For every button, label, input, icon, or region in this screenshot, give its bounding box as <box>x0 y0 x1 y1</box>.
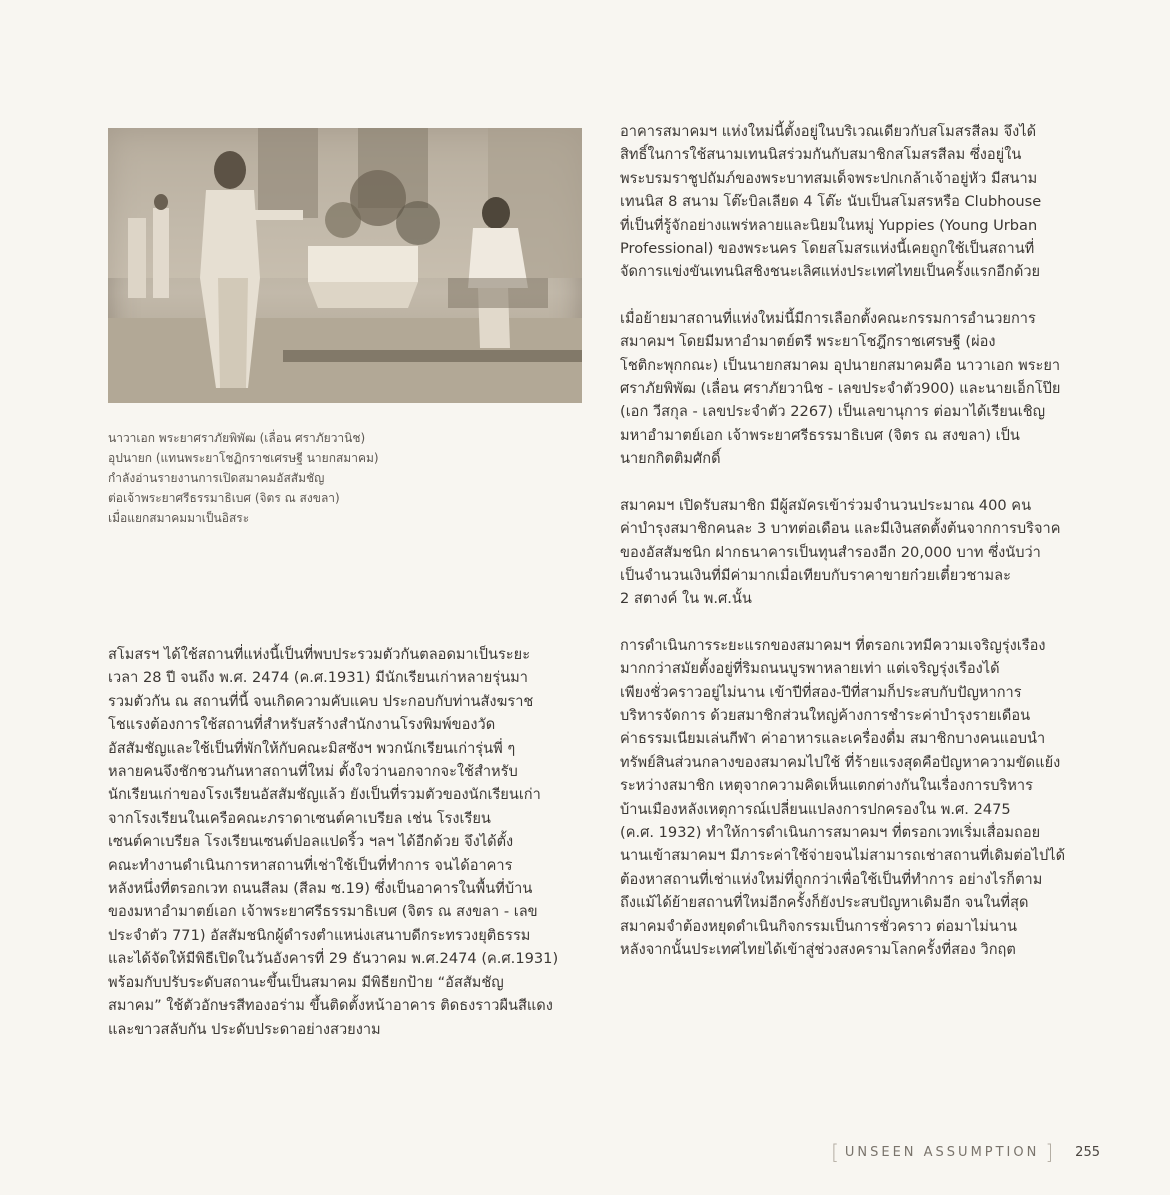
text-line: Professional) ของพระนคร โดยสโมสรแห่งนี้เคยถูกใช้เป็นสถานที่ <box>620 240 1035 258</box>
caption-line: นาวาเอก พระยาศราภัยพิพัฒ (เลื่อน ศราภัยวานิช) <box>108 431 366 445</box>
left-column-text <box>108 643 586 1041</box>
caption-line: กำลังอ่านรายงานการเปิดสมาคมอัสสัมชัญ <box>108 471 325 485</box>
paragraph-4 <box>620 634 1098 962</box>
text-line: เทนนิส 8 สนาม โต๊ะบิลเลียด 4 โต๊ะ นับเป็นสโมสรหรือ Clubhouse <box>620 193 1042 211</box>
right-column-text <box>620 120 1098 984</box>
paragraph-2 <box>620 307 1098 471</box>
text-line: มากกว่าสมัยตั้งอยู่ที่ริมถนนบูรพาหลายเท่า แต่เจริญรุ่งเรืองได้ <box>620 660 1000 678</box>
text-line: ที่เป็นที่รู้จักอย่างแพร่หลายและนิยมในหมู่ Yuppies (Young Urban <box>620 216 1038 234</box>
text-line: ค่าธรรมเนียมเล่นกีฬา ค่าอาหารและเครื่องดื่ม สมาชิกบางคนแอบนำ <box>620 730 1046 748</box>
text-line: สมาคมฯ โดยมีมหาอำมาตย์ตรี พระยาโชฎึกราชเศรษฐี (ผ่อง <box>620 333 996 351</box>
page-number: 255 <box>1075 1144 1100 1160</box>
caption-line: อุปนายก (แทนพระยาโชฏิกราชเศรษฐี นายกสมาคม) <box>108 451 379 465</box>
text-line: พร้อมกับปรับระดับสถานะขึ้นเป็นสมาคม มีพิธียกป้าย “อัสสัมชัญ <box>108 973 504 991</box>
text-line: โชแรงต้องการใช้สถานที่สำหรับสร้างสำนักงานโรงพิมพ์ของวัด <box>108 716 496 734</box>
text-line: การดำเนินการระยะแรกของสมาคมฯ ที่ตรอกเวทมีความเจริญรุ่งเรือง <box>620 636 1046 654</box>
text-line: ประจำตัว 771) อัสสัมชนิกผู้ดำรงตำแหน่งเสนาบดีกระทรวงยุติธรรม <box>108 926 531 944</box>
text-line: พระบรมราชูปถัมภ์ของพระบาทสมเด็จพระปกเกล้าเจ้าอยู่หัว มีสนาม <box>620 169 1038 187</box>
text-line: โชติกะพุกกณะ) เป็นนายกสมาคม อุปนายกสมาคมคือ นาวาเอก พระยา <box>620 356 1061 374</box>
text-line: ค่าบำรุงสมาชิกคนละ 3 บาทต่อเดือน และมีเงินสดตั้งต้นจากการบริจาค <box>620 520 1061 538</box>
text-line: และได้จัดให้มีพิธีเปิดในวันอังคารที่ 29 ธันวาคม พ.ศ.2474 (ค.ศ.1931) <box>108 950 559 968</box>
text-line: เมื่อย้ายมาสถานที่แห่งใหม่นี้มีการเลือกตั้งคณะกรรมการอำนวยการ <box>620 309 1036 327</box>
text-line: และขาวสลับกัน ประดับประดาอย่างสวยงาม <box>108 1020 381 1038</box>
text-line: คณะทำงานดำเนินการหาสถานที่เช่าใช้เป็นที่ทำการ จนได้อาคาร <box>108 856 513 874</box>
text-line: อาคารสมาคมฯ แห่งใหม่นี้ตั้งอยู่ในบริเวณเดียวกับสโมสรสีลม จึงได้ <box>620 123 1037 140</box>
text-line: (ค.ศ. 1932) ทำให้การดำเนินการสมาคมฯ ที่ตรอกเวทเริ่มเสื่อมถอย <box>620 823 1041 841</box>
text-line: มหาอำมาตย์เอก เจ้าพระยาศรีธรรมาธิเบศ (จิตร ณ สงขลา) เป็น <box>620 426 1020 444</box>
text-line: เซนต์คาเบรียล โรงเรียนเซนต์ปอลแปดริ้ว ฯลฯ ได้อีกด้วย จึงได้ตั้ง <box>108 833 514 851</box>
text-line: ระหว่างสมาชิก เหตุจากความคิดเห็นแตกต่างกันในเรื่องการบริหาร <box>620 777 1033 795</box>
text-line: ศราภัยพิพัฒ (เลื่อน ศราภัยวานิช - เลขประจำตัว900) และนายเอ็กโป๊ย <box>620 380 1061 398</box>
historical-photo <box>108 128 582 403</box>
text-line: (เอก วีสกุล - เลขประจำตัว 2267) เป็นเลขานุการ ต่อมาได้เรียนเชิญ <box>620 403 1046 421</box>
text-line: สมาคมจำต้องหยุดดำเนินกิจกรรมเป็นการชั่วคราว ต่อมาไม่นาน <box>620 917 1017 935</box>
series-title: UNSEEN ASSUMPTION <box>844 1144 1040 1160</box>
text-line: สโมสรฯ ได้ใช้สถานที่แห่งนี้เป็นที่พบประรวมตัวกันตลอดมาเป็นระยะ <box>108 646 531 663</box>
text-line: ของอัสสัมชนิก ฝากธนาคารเป็นทุนสำรองอีก 20,000 บาท ซึ่งนับว่า <box>620 543 1041 561</box>
paragraph-3 <box>620 494 1098 611</box>
text-line: นานเข้าสมาคมฯ มีภาระค่าใช้จ่ายจนไม่สามารถเช่าสถานที่เดิมต่อไปได้ <box>620 847 1066 865</box>
text-line: นายกกิตติมศักดิ์ <box>620 450 721 468</box>
text-line: เวลา 28 ปี จนถึง พ.ศ. 2474 (ค.ศ.1931) มีนักเรียนเก่าหลายรุ่นมา <box>108 669 528 687</box>
text-line: จากโรงเรียนในเครือคณะภราดาเซนต์คาเบรียล เช่น โรงเรียน <box>108 809 491 827</box>
text-line: นักเรียนเก่าของโรงเรียนอัสสัมชัญแล้ว ยังเป็นที่รวมตัวของนักเรียนเก่า <box>108 786 541 804</box>
text-line: เพียงชั่วคราวอยู่ไม่นาน เข้าปีที่สอง-ปีที่สามก็ประสบกับปัญหาการ <box>620 683 1022 701</box>
text-line: รวมตัวกัน ณ สถานที่นี้ จนเกิดความคับแคบ ประกอบกับท่านสังฆราช <box>108 692 534 710</box>
text-line: ถึงแม้ได้ย้ายสถานที่ใหม่อีกครั้งก็ยังประสบปัญหาเดิมอีก จนในที่สุด <box>620 894 1029 912</box>
photo-caption <box>108 428 578 528</box>
text-line: บ้านเมืองหลังเหตุการณ์เปลี่ยนแปลงการปกครองใน พ.ศ. 2475 <box>620 800 1011 818</box>
caption-line: เมื่อแยกสมาคมมาเป็นอิสระ <box>108 511 250 525</box>
text-line: หลายคนจึงชักชวนกันหาสถานที่ใหม่ ตั้งใจว่านอกจากจะใช้สำหรับ <box>108 763 518 781</box>
text-line: อัสสัมชัญและใช้เป็นที่พักให้กับคณะมิสซังฯ พวกนักเรียนเก่ารุ่นพี่ ๆ <box>108 739 516 757</box>
text-line: หลังหนึ่งที่ตรอกเวท ถนนสีลม (สีลม ซ.19) ซึ่งเป็นอาคารในพื้นที่บ้าน <box>108 880 533 898</box>
text-line: บริหารจัดการ ด้วยสมาชิกส่วนใหญ่ค้างการชำระค่าบำรุงรายเดือน <box>620 706 1031 724</box>
footer-bracket-open: [ <box>831 1140 839 1164</box>
text-line: สมาคม” ใช้ตัวอักษรสีทองอร่าม ขึ้นติดตั้งหน้าอาคาร ติดธงราวผืนสีแดง <box>108 997 553 1015</box>
text-line: เป็นจำนวนเงินที่มีค่ามากเมื่อเทียบกับราคาขายก๋วยเตี๋ยวชามละ <box>620 566 1011 584</box>
text-line: จัดการแข่งขันเทนนิสชิงชนะเลิศแห่งประเทศไทยเป็นครั้งแรกอีกด้วย <box>620 263 1041 281</box>
text-line: สิทธิ์ในการใช้สนามเทนนิสร่วมกันกับสมาชิกสโมสรสีลม ซึ่งอยู่ใน <box>620 146 1022 164</box>
text-line: ของมหาอำมาตย์เอก เจ้าพระยาศรีธรรมาธิเบศ (จิตร ณ สงขลา - เลข <box>108 903 538 921</box>
text-line: หลังจากนั้นประเทศไทยได้เข้าสู่ช่วงสงครามโลกครั้งที่สอง วิกฤต <box>620 941 1016 958</box>
caption-line: ต่อเจ้าพระยาศรีธรรมาธิเบศ (จิตร ณ สงขลา) <box>108 491 340 505</box>
text-line: สมาคมฯ เปิดรับสมาชิก มีผู้สมัครเข้าร่วมจำนวนประมาณ 400 คน <box>620 496 1032 514</box>
paragraph-1 <box>620 120 1098 284</box>
text-line: 2 สตางค์ ใน พ.ศ.นั้น <box>620 590 752 608</box>
text-line: ทรัพย์สินส่วนกลางของสมาคมไปใช้ ที่ร้ายแรงสุดคือปัญหาความขัดแย้ง <box>620 753 1061 771</box>
text-line: ต้องหาสถานที่เช่าแห่งใหม่ที่ถูกกว่าเพื่อใช้เป็นที่ทำการ อย่างไรก็ตาม <box>620 870 1043 888</box>
page-footer <box>831 1140 1100 1164</box>
photo-illustration <box>108 128 582 403</box>
footer-bracket-close: ] <box>1045 1140 1054 1164</box>
